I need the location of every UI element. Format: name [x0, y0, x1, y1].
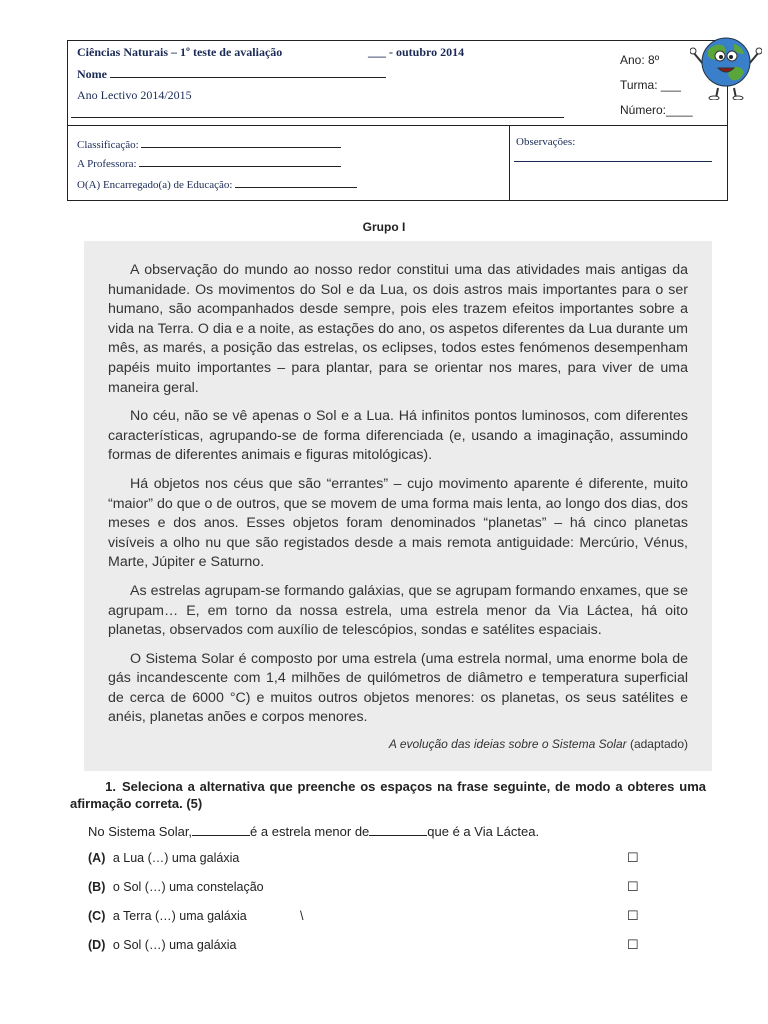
passage-paragraph-5: O Sistema Solar é composto por uma estrela (uma estrela normal, uma enorme bola de gás incandescente com 1,4 milhões de quilómetros de diâmetro e temperatura superficial de cerca de 6000 °C) e muitos outros objetos menores: os planetas, os seus satélites e anéis, planetas anões e corpos menores. — [108, 650, 688, 726]
blank-1 — [192, 823, 250, 836]
group-title: Grupo I — [362, 220, 406, 234]
option-d: (D) o Sol (…) uma galáxia — [88, 938, 237, 952]
classificacao-line — [141, 137, 341, 148]
classificacao-row: Classificação: — [77, 137, 341, 151]
name-label: Nome — [77, 67, 386, 82]
numero-label: Número:____ — [620, 103, 693, 117]
option-a: (A) a Lua (…) uma galáxia — [88, 851, 240, 865]
question-text: Seleciona a alternativa que preenche os espaços na frase seguinte, de modo a obteres uma afirmação correta. (5) — [70, 779, 706, 811]
turma-label: Turma: ___ — [620, 78, 681, 92]
option-c: (C) a Terra (…) uma galáxia — [88, 909, 247, 923]
question-number: 1. — [105, 779, 116, 794]
passage-paragraph-1: A observação do mundo ao nosso redor constitui uma das atividades mais antigas da humanidade. Os movimentos do Sol e da Lua, os dois astros mais importantes para o ser humano, são acompanhados desde sempre, pois eles trazem efeitos importantes sobre a vida na Terra. O dia e a noite, as estações do ano, os aspetos diferentes da Lua durante um mês, as marés, a posição das estrelas, os eclipses, todos estes fenómenos desempenham papéis muito importantes – para plantar, para se orientar nos mares, para viver de uma maneira geral. — [108, 262, 688, 396]
passage-paragraph-2: No céu, não se vê apenas o Sol e a Lua. Há infinitos pontos luminosos, com diferentes características, agrupando-se de forma diferenciada (e, usando a imaginação, assumindo formas de diferentes animais e figuras mitológicas). — [108, 408, 688, 464]
professora-line — [139, 156, 341, 167]
professora-row: A Professora: — [77, 156, 341, 170]
encarregado-row: O(A) Encarregado(a) de Educação: — [77, 177, 357, 191]
option-b-checkbox[interactable]: ☐ — [627, 879, 639, 894]
school-year: Ano Lectivo 2014/2015 — [77, 88, 192, 102]
name-line — [110, 67, 386, 78]
header-underline — [71, 117, 564, 118]
stray-mark: \ — [300, 909, 304, 923]
passage-caption: A evolução das ideias sobre o Sistema Solar (adaptado) — [388, 737, 688, 751]
question-1 — [70, 778, 706, 812]
option-d-checkbox[interactable]: ☐ — [627, 937, 639, 952]
header-vertical-divider — [509, 125, 510, 201]
option-b: (B) o Sol (…) uma constelação — [88, 880, 264, 894]
option-c-checkbox[interactable]: ☐ — [627, 908, 639, 923]
header-divider — [68, 125, 727, 126]
observacoes-line — [514, 161, 712, 162]
test-title: Ciências Naturais – 1º teste de avaliação — [77, 45, 283, 59]
globe-mascot-icon — [690, 28, 762, 100]
header-box — [67, 40, 728, 201]
blank-2 — [369, 823, 427, 836]
encarregado-line — [235, 177, 357, 188]
test-date: ___ - outubro 2014 — [368, 45, 465, 59]
passage-paragraph-3: Há objetos nos céus que são “errantes” – cujo movimento aparente é diferente, muito “maior” do que o de outros, que se movem de uma forma mais lenta, ao longo dos dias, dos meses e dos anos. Esses objetos foram denominados “planetas” – há cinco planetas visíveis a olho nu que são registados desde a mais remota antiguidade: Mercúrio, Vénus, Marte, Júpiter e Saturno. — [108, 475, 688, 571]
fill-in-sentence: No Sistema Solar, é a estrela menor de que é a Via Láctea. — [88, 824, 540, 839]
observacoes-label: Observações: — [516, 136, 576, 148]
ano-label: Ano: 8º — [620, 53, 660, 67]
option-a-checkbox[interactable]: ☐ — [627, 850, 639, 865]
passage-paragraph-4: As estrelas agrupam-se formando galáxias, que se agrupam formando enxames, que se agrupam… E, em torno da nossa estrela, uma estrela menor da Via Láctea, há oito planetas, observados com auxílio de telescópios, sondas e satélites espaciais. — [108, 582, 688, 639]
reading-passage — [84, 241, 712, 771]
